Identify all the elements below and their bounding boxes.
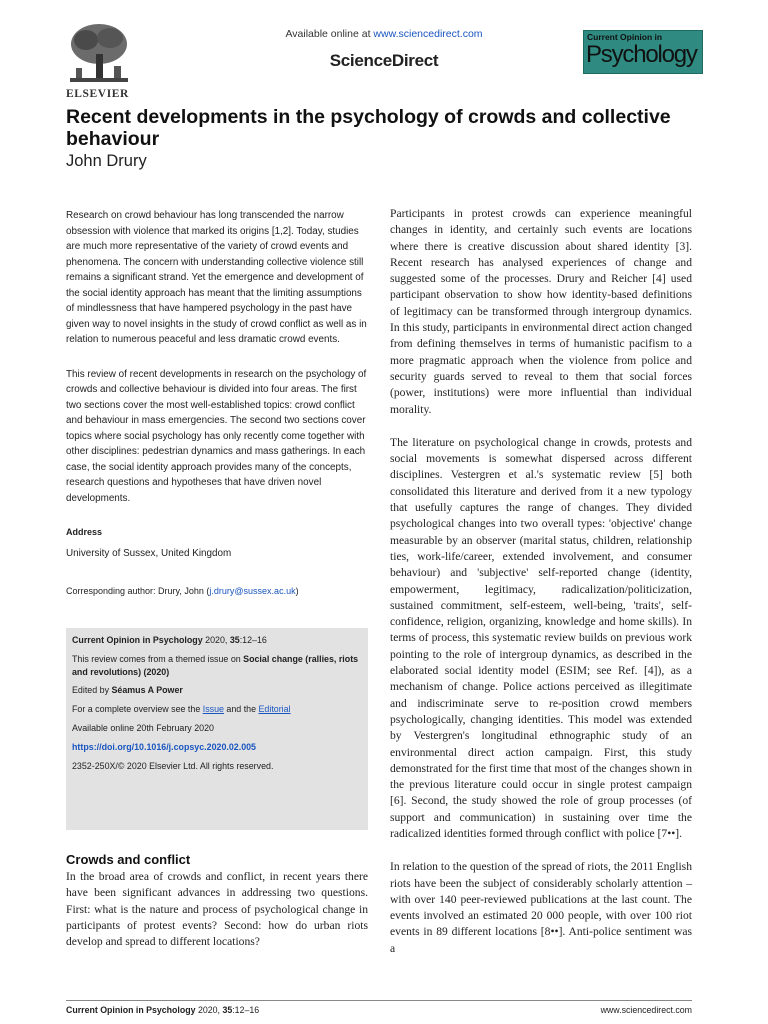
box-theme-title: Social change (rallies, riots and revolutions) (2020) [72,654,359,677]
platform-name: ScienceDirect [329,51,439,70]
article-title: Recent developments in the psychology of crowds and collective behaviour [66,106,671,150]
abstract-paragraph-2: This review of recent developments in research on the psychology of crowds and collective behaviour is divided into four areas. The first two sections cover the most well-established topics: crowd conflict and behaviour in mass emergencies. The second two sections cover topics where social psychology has only recently come together with other disciplines: pedestrian dynamics and mass gatherings. In each case, the social identity approach provides many of the concepts, research questions and hypotheses that have driven novel developments. [66,368,367,504]
doi-link[interactable] [72,741,362,754]
editorial-link[interactable]: Editorial [258,704,291,714]
body-paragraph-2: The literature on psychological change in crowds, protests and social movements is somewhat dispersed across different disciplines. Vestergren et al.'s systematic review [5] both consolidated this literature and derived from it a new typology that usefully captures the range of changes. They divided psychological changes into two overall types: 'objective' change measurable by an observer (marital status, children, relationship ties, work-life/career, extended involvement, and consumer behaviour) and 'subjective' self-reported change (identity, empowerment, legitimacy, radicalization/politicization, sustained commitment, self-esteem, well-being, 'traits', self-confidence, religion, organizing, knowledge and home skills). In terms of process, this systematic review builds on previous work pointing to the role of intergroup dynamics, as described in the elaborated social identity model (ESIM; see Ref. [4]), as a mechanism of change. Police actions perceived as illegitimate and indiscriminate serve to re-position crowd members psychologically, changing identities. This model was extended by Vestergren's longitudinal ethnographic study of an environmental direct action campaign. First, this study demonstrated for the first time that most of the changes shown in the previous literature could occur in single protest campaign [6]. Second, the study showed the role of group processes (of support and communication) in sustaining over time the radicalized identities formed through conflict with police [7••]. [390,435,692,840]
box-volume: 35 [229,635,240,645]
section-text: In the broad area of crowds and conflict, in recent years there have been significant advances in addressing two questions. First: what is the nature and process of psychological change in participants of protest events? Second: how do urban riots develop and spread to different locations? [66,870,368,949]
footer-volume: 35 [222,1005,233,1015]
footer-year: 2020, [195,1005,223,1015]
body-right-column [390,206,692,974]
journal-logo-line2: Psychology [586,41,697,68]
footer-rule [66,1000,692,1001]
publisher-name: ELSEVIER [66,88,129,100]
box-overview [72,703,362,716]
article-info-box [66,628,368,830]
box-overview-prefix: For a complete overview see the [72,704,203,714]
corresponding-author [66,584,368,600]
box-theme [72,653,362,678]
available-prefix: Available online at [285,28,371,40]
author-email-link[interactable]: j.drury@sussex.ac.uk [209,586,296,596]
footer-citation [66,1005,259,1015]
abstract [66,208,368,600]
sciencedirect-link[interactable]: www.sciencedirect.com [373,28,483,40]
corresponding-prefix: Corresponding author: Drury, John ( [66,586,210,596]
box-editor [72,684,362,697]
abstract-paragraph-1: Research on crowd behaviour has long transcended the narrow obsession with violence that marked its origins [1,2]. Today, studies are much more representative of the variety of crowd events and phenomena. The concern with understanding collective violence still remains a significant strand. Yet the emergence and development of the social identity approach has meant that the limiting assumptions of mindlessness that have hampered psychology in the past have given way to novel insights in the study of crowd conflict as well as in relation to numerous peaceful and less dramatic crowd events. [66,210,367,345]
issue-link[interactable]: Issue [202,704,224,714]
journal-logo-line1: Current Opinion in [587,32,663,42]
body-paragraph-1: Participants in protest crowds can experience meaningful changes in identity, and certainly such events are locations where there is creative discussion about shared identity [3]. Recent research has analysed experiences of change and suggested some of the processes. Drury and Reicher [4] used participant observation to show how identity-based definitions of legitimacy can be transformed through intergroup dynamics. In this study, participants in environmental direct action changed from defining themselves in terms of humanistic pacifism to a more pragmatic approach when the violence from police and security guards served to reveal to them that social forces (power, institutions) were more influential than individual morality. [390,207,692,416]
footer-site: www.sciencedirect.com [600,1005,692,1015]
box-journal: Current Opinion in Psychology [72,635,203,645]
doi-link-text[interactable]: https://doi.org/10.1016/j.copsyc.2020.02.005 [72,742,256,752]
section-heading: Crowds and conflict [66,852,191,867]
box-citation [72,634,362,647]
box-overview-mid: and the [223,704,259,714]
corresponding-suffix: ) [295,586,299,596]
box-edited-prefix: Edited by [72,685,112,695]
footer-pages: :12–16 [232,1005,260,1015]
footer-journal: Current Opinion in Psychology [66,1005,196,1015]
box-copyright: 2352-250X/© 2020 Elsevier Ltd. All rights reserved. [72,761,274,771]
address-heading: Address [66,527,103,537]
box-year: 2020, [202,635,230,645]
box-pages: :12–16 [239,635,267,645]
journal-logo [583,30,703,74]
affiliation: University of Sussex, United Kingdom [66,547,232,559]
box-theme-prefix: This review comes from a themed issue on [72,654,244,664]
box-available: Available online 20th February 2020 [72,723,214,733]
article-author: John Drury [66,152,147,170]
body-paragraph-3: In relation to the question of the spread of riots, the 2011 English riots have been the subject of considerably scholarly attention – with over 140 peer-reviewed publications at the last count. The events involved an estimated 20 000 people, with over 100 riot events in 89 different locations [8••]. Anti-police sentiment was a [390,860,692,955]
box-editor-name: Séamus A Power [111,685,183,695]
